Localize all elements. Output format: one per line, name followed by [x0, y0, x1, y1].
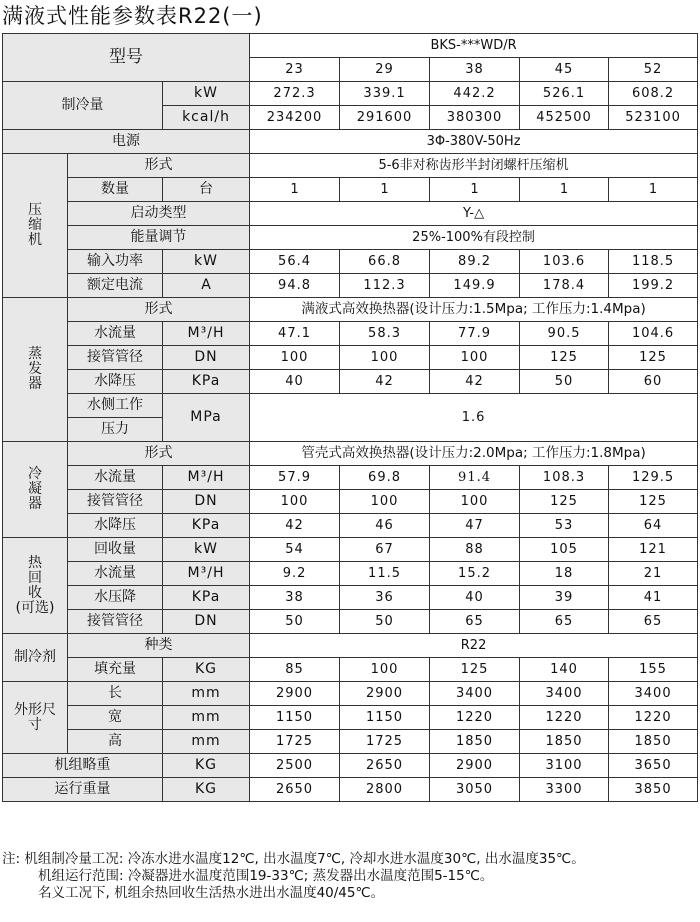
value-cell: 41 — [609, 586, 698, 610]
row-label: 能量调节 — [68, 226, 250, 250]
value-cell: 2650 — [340, 754, 430, 778]
value-cell: 125 — [609, 490, 698, 514]
row-label: 填充量 — [68, 658, 163, 682]
value-cell: 1.6 — [250, 394, 698, 442]
row-label: 形式 — [68, 442, 250, 466]
value-cell: 1 — [250, 178, 340, 202]
value-cell: 121 — [609, 538, 698, 562]
value-cell: 104.6 — [609, 322, 698, 346]
row-label: 形式 — [68, 298, 250, 322]
group-label-text: 蒸发器 — [28, 346, 42, 392]
unit-cell: KG — [163, 658, 250, 682]
unit-cell: A — [163, 274, 250, 298]
value-cell: 339.1 — [340, 82, 430, 106]
value-cell: 85 — [250, 658, 340, 682]
value-cell: R22 — [250, 634, 698, 658]
table-row — [3, 370, 698, 394]
table-row — [3, 394, 698, 418]
value-cell: 178.4 — [520, 274, 609, 298]
group-label-line: 寸 — [28, 716, 42, 733]
value-cell: 64 — [609, 514, 698, 538]
value-cell: 65 — [609, 610, 698, 634]
value-cell: 234200 — [250, 106, 340, 130]
table-row — [3, 82, 698, 106]
unit-cell: DN — [163, 610, 250, 634]
unit-cell: MPa — [163, 394, 250, 442]
value-cell: 523100 — [609, 106, 698, 130]
value-cell: Y-△ — [250, 202, 698, 226]
value-cell: 50 — [340, 610, 430, 634]
group-label-line: 外形尺 — [14, 701, 56, 718]
table-row — [3, 466, 698, 490]
value-cell: 46 — [340, 514, 430, 538]
model-cell: 29 — [340, 58, 430, 82]
page-title: 满液式性能参数表R22(一) — [2, 4, 263, 28]
group-label-evaporator — [3, 298, 68, 442]
value-cell: 11.5 — [340, 562, 430, 586]
row-label: 运行重量 — [3, 778, 163, 802]
row-label: 水侧工作 — [68, 394, 163, 418]
value-cell: 57.9 — [250, 466, 340, 490]
value-cell: 100 — [250, 346, 340, 370]
value-cell: 100 — [340, 490, 430, 514]
row-label: 水降压 — [68, 514, 163, 538]
value-cell: 452500 — [520, 106, 609, 130]
row-label: 水压降 — [68, 586, 163, 610]
value-cell: 100 — [250, 490, 340, 514]
value-cell: 3400 — [430, 682, 520, 706]
unit-cell: DN — [163, 346, 250, 370]
value-cell: 管壳式高效换热器(设计压力:2.0Mpa; 工作压力:1.8Mpa) — [250, 442, 698, 466]
value-cell: 103.6 — [520, 250, 609, 274]
value-cell: 1 — [430, 178, 520, 202]
table-row — [3, 538, 698, 562]
spec-table — [2, 33, 698, 802]
value-cell: 94.8 — [250, 274, 340, 298]
value-cell: 9.2 — [250, 562, 340, 586]
value-cell: 54 — [250, 538, 340, 562]
unit-cell: 台 — [163, 178, 250, 202]
row-label: 形式 — [68, 154, 250, 178]
value-cell: 1150 — [250, 706, 340, 730]
value-cell: 40 — [250, 370, 340, 394]
unit-cell: mm — [163, 682, 250, 706]
value-cell: 65 — [430, 610, 520, 634]
table-row — [3, 730, 698, 754]
value-cell: 42 — [250, 514, 340, 538]
unit-cell: DN — [163, 490, 250, 514]
value-cell: 65 — [520, 610, 609, 634]
unit-cell: KPa — [163, 586, 250, 610]
value-cell: 60 — [609, 370, 698, 394]
value-cell: 42 — [340, 370, 430, 394]
table-row — [3, 298, 698, 322]
group-label-text: 压缩机 — [28, 202, 42, 248]
value-cell: 40 — [430, 586, 520, 610]
value-cell: 105 — [520, 538, 609, 562]
value-cell: 3Φ-380V-50Hz — [250, 130, 698, 154]
value-cell: 5-6非对称齿形半封闭螺杆压缩机 — [250, 154, 698, 178]
value-cell: 1220 — [430, 706, 520, 730]
unit-cell: M³/H — [163, 562, 250, 586]
value-cell: 2900 — [430, 754, 520, 778]
value-cell: 88 — [430, 538, 520, 562]
row-label: 电源 — [3, 130, 250, 154]
note-line: 注: 机组制冷量工况: 冷冻水进水温度12℃, 出水温度7℃, 冷却水进水温度30℃, 出水温度35℃。 — [2, 851, 585, 867]
group-label-line: 回 — [28, 569, 42, 586]
value-cell: 2500 — [250, 754, 340, 778]
unit-cell: KPa — [163, 514, 250, 538]
model-cell: 38 — [430, 58, 520, 82]
row-label: 数量 — [68, 178, 163, 202]
value-cell: 47 — [430, 514, 520, 538]
value-cell: 53 — [520, 514, 609, 538]
table-row — [3, 586, 698, 610]
value-cell: 1220 — [609, 706, 698, 730]
row-label: 接管管径 — [68, 610, 163, 634]
value-cell: 1850 — [609, 730, 698, 754]
row-label: 水流量 — [68, 466, 163, 490]
group-label-compressor — [3, 154, 68, 298]
row-label: 启动类型 — [68, 202, 250, 226]
value-cell: 125 — [520, 346, 609, 370]
value-cell: 50 — [520, 370, 609, 394]
value-cell: 25%-100%有段控制 — [250, 226, 698, 250]
value-cell: 91.4 — [430, 466, 520, 490]
value-cell: 2800 — [340, 778, 430, 802]
value-cell: 3400 — [609, 682, 698, 706]
value-cell: 125 — [520, 490, 609, 514]
value-cell: 2650 — [250, 778, 340, 802]
value-cell: 125 — [430, 658, 520, 682]
value-cell: 118.5 — [609, 250, 698, 274]
unit-cell: M³/H — [163, 466, 250, 490]
group-label-dimensions — [3, 682, 68, 754]
table-row — [3, 778, 698, 802]
table-row-series — [3, 34, 698, 58]
row-label: 压力 — [68, 418, 163, 442]
value-cell: 77.9 — [430, 322, 520, 346]
value-cell: 100 — [340, 658, 430, 682]
model-cell: 23 — [250, 58, 340, 82]
group-label-line: 热 — [28, 554, 42, 571]
value-cell: 21 — [609, 562, 698, 586]
unit-cell: kW — [163, 82, 250, 106]
value-cell: 129.5 — [609, 466, 698, 490]
row-label: 接管管径 — [68, 346, 163, 370]
table-row — [3, 250, 698, 274]
value-cell: 15.2 — [430, 562, 520, 586]
row-label: 高 — [68, 730, 163, 754]
value-cell: 100 — [340, 346, 430, 370]
table-row — [3, 346, 698, 370]
value-cell: 47.1 — [250, 322, 340, 346]
table-row — [3, 658, 698, 682]
value-cell: 89.2 — [430, 250, 520, 274]
table-row — [3, 202, 698, 226]
value-cell: 39 — [520, 586, 609, 610]
notes — [2, 851, 698, 902]
value-cell: 满液式高效换热器(设计压力:1.5Mpa; 工作压力:1.4Mpa) — [250, 298, 698, 322]
table-row — [3, 682, 698, 706]
row-label: 接管管径 — [68, 490, 163, 514]
unit-cell: kW — [163, 538, 250, 562]
row-label: 回收量 — [68, 538, 163, 562]
value-cell: 155 — [609, 658, 698, 682]
value-cell: 108.3 — [520, 466, 609, 490]
group-label-heat-recovery — [3, 538, 68, 634]
table-row — [3, 490, 698, 514]
model-label: 型号 — [3, 34, 250, 82]
row-label: 水流量 — [68, 562, 163, 586]
row-label: 宽 — [68, 706, 163, 730]
value-cell: 58.3 — [340, 322, 430, 346]
group-label-condenser — [3, 442, 68, 538]
model-cell: 45 — [520, 58, 609, 82]
value-cell: 1 — [609, 178, 698, 202]
value-cell: 380300 — [430, 106, 520, 130]
value-cell: 56.4 — [250, 250, 340, 274]
value-cell: 140 — [520, 658, 609, 682]
row-group-label: 制冷量 — [3, 82, 163, 130]
value-cell: 100 — [430, 490, 520, 514]
value-cell: 1725 — [250, 730, 340, 754]
table-row — [3, 154, 698, 178]
group-label-text: 冷凝器 — [28, 466, 42, 512]
value-cell: 69.8 — [340, 466, 430, 490]
value-cell: 199.2 — [609, 274, 698, 298]
table-row — [3, 634, 698, 658]
value-cell: 100 — [430, 346, 520, 370]
value-cell: 67 — [340, 538, 430, 562]
row-label: 种类 — [68, 634, 250, 658]
table-row — [3, 610, 698, 634]
row-label: 额定电流 — [68, 274, 163, 298]
value-cell: 1150 — [340, 706, 430, 730]
value-cell: 1725 — [340, 730, 430, 754]
value-cell: 66.8 — [340, 250, 430, 274]
table-row — [3, 178, 698, 202]
unit-cell: M³/H — [163, 322, 250, 346]
value-cell: 3100 — [520, 754, 609, 778]
value-cell: 526.1 — [520, 82, 609, 106]
group-label-refrigerant: 制冷剂 — [3, 634, 68, 682]
unit-cell: KPa — [163, 370, 250, 394]
value-cell: 291600 — [340, 106, 430, 130]
table-row — [3, 130, 698, 154]
row-label: 长 — [68, 682, 163, 706]
table-row — [3, 274, 698, 298]
value-cell: 50 — [250, 610, 340, 634]
value-cell: 42 — [430, 370, 520, 394]
unit-cell: kcal/h — [163, 106, 250, 130]
value-cell: 3650 — [609, 754, 698, 778]
value-cell: 3050 — [430, 778, 520, 802]
table-row — [3, 754, 698, 778]
value-cell: 1850 — [430, 730, 520, 754]
table-row — [3, 226, 698, 250]
value-cell: 2900 — [250, 682, 340, 706]
value-cell: 3400 — [520, 682, 609, 706]
value-cell: 3850 — [609, 778, 698, 802]
unit-cell: kW — [163, 250, 250, 274]
value-cell: 125 — [609, 346, 698, 370]
row-label: 机组略重 — [3, 754, 163, 778]
series-name: BKS-***WD/R — [250, 34, 698, 58]
value-cell: 272.3 — [250, 82, 340, 106]
value-cell: 442.2 — [430, 82, 520, 106]
value-cell: 3300 — [520, 778, 609, 802]
value-cell: 1 — [340, 178, 430, 202]
table-row — [3, 442, 698, 466]
row-label: 水降压 — [68, 370, 163, 394]
value-cell: 36 — [340, 586, 430, 610]
value-cell: 1220 — [520, 706, 609, 730]
model-cell: 52 — [609, 58, 698, 82]
value-cell: 608.2 — [609, 82, 698, 106]
value-cell: 1850 — [520, 730, 609, 754]
value-cell: 90.5 — [520, 322, 609, 346]
row-label: 输入功率 — [68, 250, 163, 274]
value-cell: 38 — [250, 586, 340, 610]
table-row — [3, 562, 698, 586]
value-cell: 18 — [520, 562, 609, 586]
unit-cell: mm — [163, 706, 250, 730]
value-cell: 149.9 — [430, 274, 520, 298]
unit-cell: KG — [163, 754, 250, 778]
value-cell: 1 — [520, 178, 609, 202]
table-row — [3, 706, 698, 730]
unit-cell: mm — [163, 730, 250, 754]
row-label: 水流量 — [68, 322, 163, 346]
note-line: 机组运行范围: 冷凝器进水温度范围19-33℃; 蒸发器出水温度范围5-15℃。 — [38, 868, 494, 884]
unit-cell: KG — [163, 778, 250, 802]
group-label-line: (可选) — [15, 599, 55, 616]
group-label-line: 收 — [28, 584, 42, 601]
table-row — [3, 514, 698, 538]
value-cell: 2900 — [340, 682, 430, 706]
note-line: 名义工况下, 机组余热回收生活热水进出水温度40/45℃。 — [38, 885, 385, 901]
value-cell: 112.3 — [340, 274, 430, 298]
table-row — [3, 322, 698, 346]
